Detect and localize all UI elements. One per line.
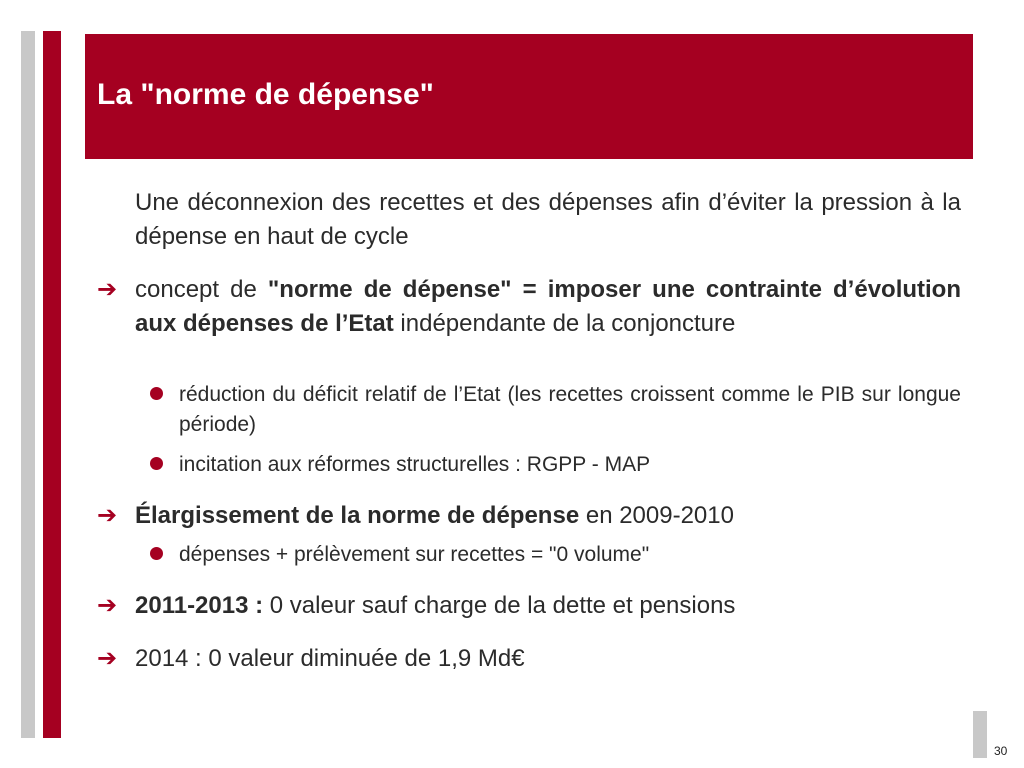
- arrow-right-icon: ➔: [97, 276, 118, 303]
- bullet-dot-icon: [150, 457, 163, 470]
- bullet-concept: [135, 273, 961, 341]
- bullet-2011-2013-suffix: 0 valeur sauf charge de la dette et pensions: [263, 592, 736, 619]
- slide-title: La "norme de dépense": [97, 78, 434, 111]
- bullet-elargissement: [135, 499, 961, 533]
- left-gray-bar: [21, 31, 35, 738]
- subitem-reduction: réduction du déficit relatif de l’Etat (les recettes croissent comme le PIB sur longue période): [179, 383, 961, 436]
- right-gray-bar: [973, 711, 987, 758]
- intro-paragraph: Une déconnexion des recettes et des dépenses afin d’éviter la pression à la dépense en haut de cycle: [135, 189, 961, 250]
- bullet-2014: 2014 : 0 valeur diminuée de 1,9 Md€: [135, 645, 525, 672]
- arrow-right-icon: ➔: [97, 592, 118, 619]
- bullet-dot-icon: [150, 387, 163, 400]
- arrow-right-icon: ➔: [97, 645, 118, 672]
- left-red-bar: [43, 31, 61, 738]
- subitem-incitation: incitation aux réformes structurelles : RGPP - MAP: [179, 453, 651, 476]
- bullet-concept-suffix: indépendante de la conjoncture: [393, 310, 736, 337]
- page-number: 30: [994, 744, 1008, 758]
- bullet-dot-icon: [150, 547, 163, 560]
- bullet-elargissement-suffix: en 2009-2010: [579, 502, 734, 529]
- bullet-elargissement-bold: Élargissement de la norme de dépense: [135, 502, 580, 529]
- subitem-depenses: dépenses + prélèvement sur recettes = "0 volume": [179, 543, 650, 566]
- bullet-2011-2013: [135, 589, 961, 623]
- bullet-concept-bold: "norme de dépense" = imposer une contrainte d’évolution aux dépenses de l’Etat: [135, 276, 962, 337]
- bullet-2011-2013-bold: 2011-2013 :: [135, 592, 264, 619]
- arrow-right-icon: ➔: [97, 502, 118, 529]
- bullet-concept-prefix: concept de: [135, 276, 268, 303]
